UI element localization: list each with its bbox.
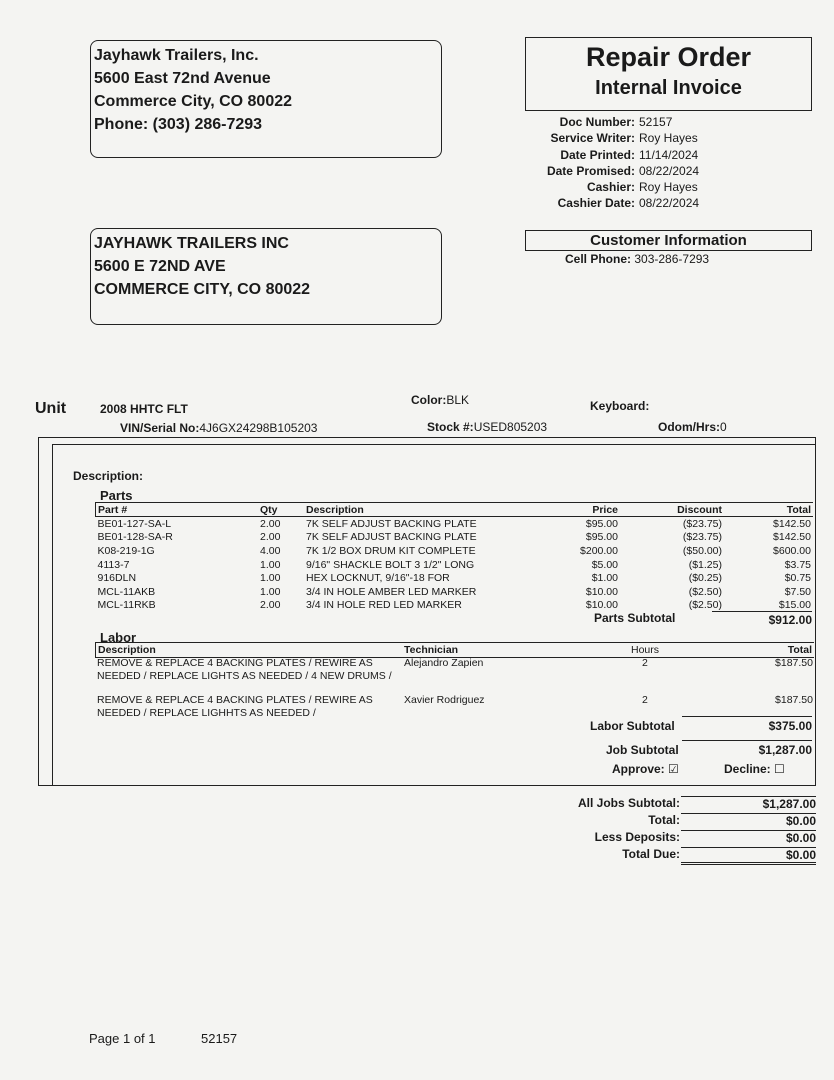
parts-subtotal-label: Parts Subtotal: [594, 611, 676, 625]
title-box: [525, 37, 812, 111]
doc-info: [480, 114, 810, 212]
customer-info-header: [525, 230, 812, 251]
parts-heading: Parts: [100, 488, 133, 503]
stock-row: Stock #:USED805203: [427, 420, 548, 434]
table-row: BE01-127-SA-L 2.00 7K SELF ADJUST BACKING PLATE $95.00 ($23.75) $142.50: [97, 517, 811, 530]
customer-line-2: 5600 E 72ND AVE: [94, 258, 226, 275]
table-row: MCL-11RKB 2.00 3/4 IN HOLE RED LED MARKER $10.00 ($2.50) $15.00: [97, 599, 811, 612]
company-street: 5600 East 72nd Avenue: [94, 70, 271, 87]
labor-row: REMOVE & REPLACE 4 BACKING PLATES / REWIRE AS NEEDED / REPLACE LIGHHTS AS NEEDED / Xavier Rodriguez 2 $187.50: [97, 694, 813, 719]
customer-line-3: COMMERCE CITY, CO 80022: [94, 281, 311, 298]
doc-number-row: Doc Number: 52157: [559, 115, 673, 129]
cashier-row: Cashier: Roy Hayes: [586, 180, 698, 195]
date-promised-row: Date Promised: 08/22/2024: [546, 163, 700, 178]
company-name: Jayhawk Trailers, Inc.: [94, 47, 259, 64]
customer-line-1: JAYHAWK TRAILERS INC: [94, 235, 289, 252]
service-writer-row: Service Writer: Roy Hayes: [550, 131, 698, 146]
customer-info-heading: Customer Information: [590, 232, 747, 249]
vin-row: VIN/Serial No:4J6GX24298B105203: [120, 421, 318, 435]
table-row: MCL-11AKB 1.00 3/4 IN HOLE AMBER LED MARKER $10.00 ($2.50) $7.50: [97, 585, 811, 598]
labor-heading: Labor: [100, 630, 137, 645]
parts-table: [95, 502, 813, 612]
decline-row: Decline: ☐: [724, 762, 785, 776]
company-city: Commerce City, CO 80022: [94, 93, 293, 110]
total-due-row: Total Due: $0.00: [560, 847, 816, 864]
col-qty: Qty: [258, 503, 304, 517]
col-price: Price: [558, 503, 620, 517]
less-deposits-row: Less Deposits: $0.00: [594, 830, 816, 845]
job-inner-box: [52, 444, 815, 785]
color-row: Color:BLK: [411, 393, 470, 407]
approve-row: Approve: ☑: [612, 762, 679, 776]
grand-totals: [560, 796, 816, 864]
parts-subtotal-value: $912.00: [712, 611, 812, 627]
labor-subtotal-value: $375.00: [682, 716, 812, 733]
labor-col-hours: Hours: [631, 644, 660, 656]
total-row: Total: $0.00: [648, 813, 816, 828]
labor-subtotal-label: Labor Subtotal: [590, 719, 675, 733]
customer-address: [91, 229, 441, 301]
col-total: Total: [724, 503, 813, 517]
company-address-box: [90, 40, 442, 158]
all-jobs-subtotal-row: All Jobs Subtotal: $1,287.00: [578, 796, 816, 811]
col-discount: Discount: [620, 503, 724, 517]
job-subtotal-label: Job Subtotal: [606, 743, 679, 757]
odom-row: Odom/Hrs:0: [658, 420, 727, 434]
keyboard-label: Keyboard:: [590, 399, 650, 413]
col-description: Description: [304, 503, 558, 517]
approve-checkbox[interactable]: ☑: [668, 762, 679, 776]
labor-header-row: [95, 642, 814, 658]
page-number: Page 1 of 1: [89, 1031, 156, 1046]
job-subtotal-value: $1,287.00: [682, 740, 812, 757]
table-row: 916DLN 1.00 HEX LOCKNUT, 9/16"-18 FOR $1.00 ($0.25) $0.75: [97, 572, 811, 585]
page-subtitle: Internal Invoice: [595, 77, 742, 99]
parts-header-row: [96, 503, 814, 517]
table-row: 4113-7 1.00 9/16" SHACKLE BOLT 3 1/2" LONG $5.00 ($1.25) $3.75: [97, 558, 811, 571]
date-printed-row: Date Printed: 11/14/2024: [560, 147, 699, 162]
unit-model: 2008 HHTC FLT: [100, 402, 188, 416]
cashier-date-row: Cashier Date: 08/22/2024: [557, 196, 700, 211]
col-part: Part #: [96, 503, 259, 517]
labor-col-technician: Technician: [404, 644, 459, 656]
customer-address-box: [90, 228, 442, 325]
table-row: K08-219-1G 4.00 7K 1/2 BOX DRUM KIT COMPLETE $200.00 ($50.00) $600.00: [97, 544, 811, 557]
cell-phone-row: Cell Phone: 303-286-7293: [565, 252, 710, 266]
labor-col-description: Description: [98, 644, 156, 656]
page-title: Repair Order: [585, 42, 752, 72]
table-row: BE01-128-SA-R 2.00 7K SELF ADJUST BACKING PLATE $95.00 ($23.75) $142.50: [97, 531, 811, 544]
labor-col-total: Total: [787, 644, 812, 656]
company-phone: Phone: (303) 286-7293: [94, 116, 263, 133]
company-address: [91, 41, 441, 136]
decline-checkbox[interactable]: ☐: [774, 762, 785, 776]
footer-doc-number: 52157: [201, 1031, 238, 1046]
description-label: Description:: [73, 469, 144, 483]
labor-row: REMOVE & REPLACE 4 BACKING PLATES / REWIRE AS NEEDED / REPLACE LIGHTS AS NEEDED / 4 NEW DRUMS / Alejandro Zapien 2 $187.50: [97, 657, 813, 682]
unit-label: Unit: [35, 400, 67, 417]
